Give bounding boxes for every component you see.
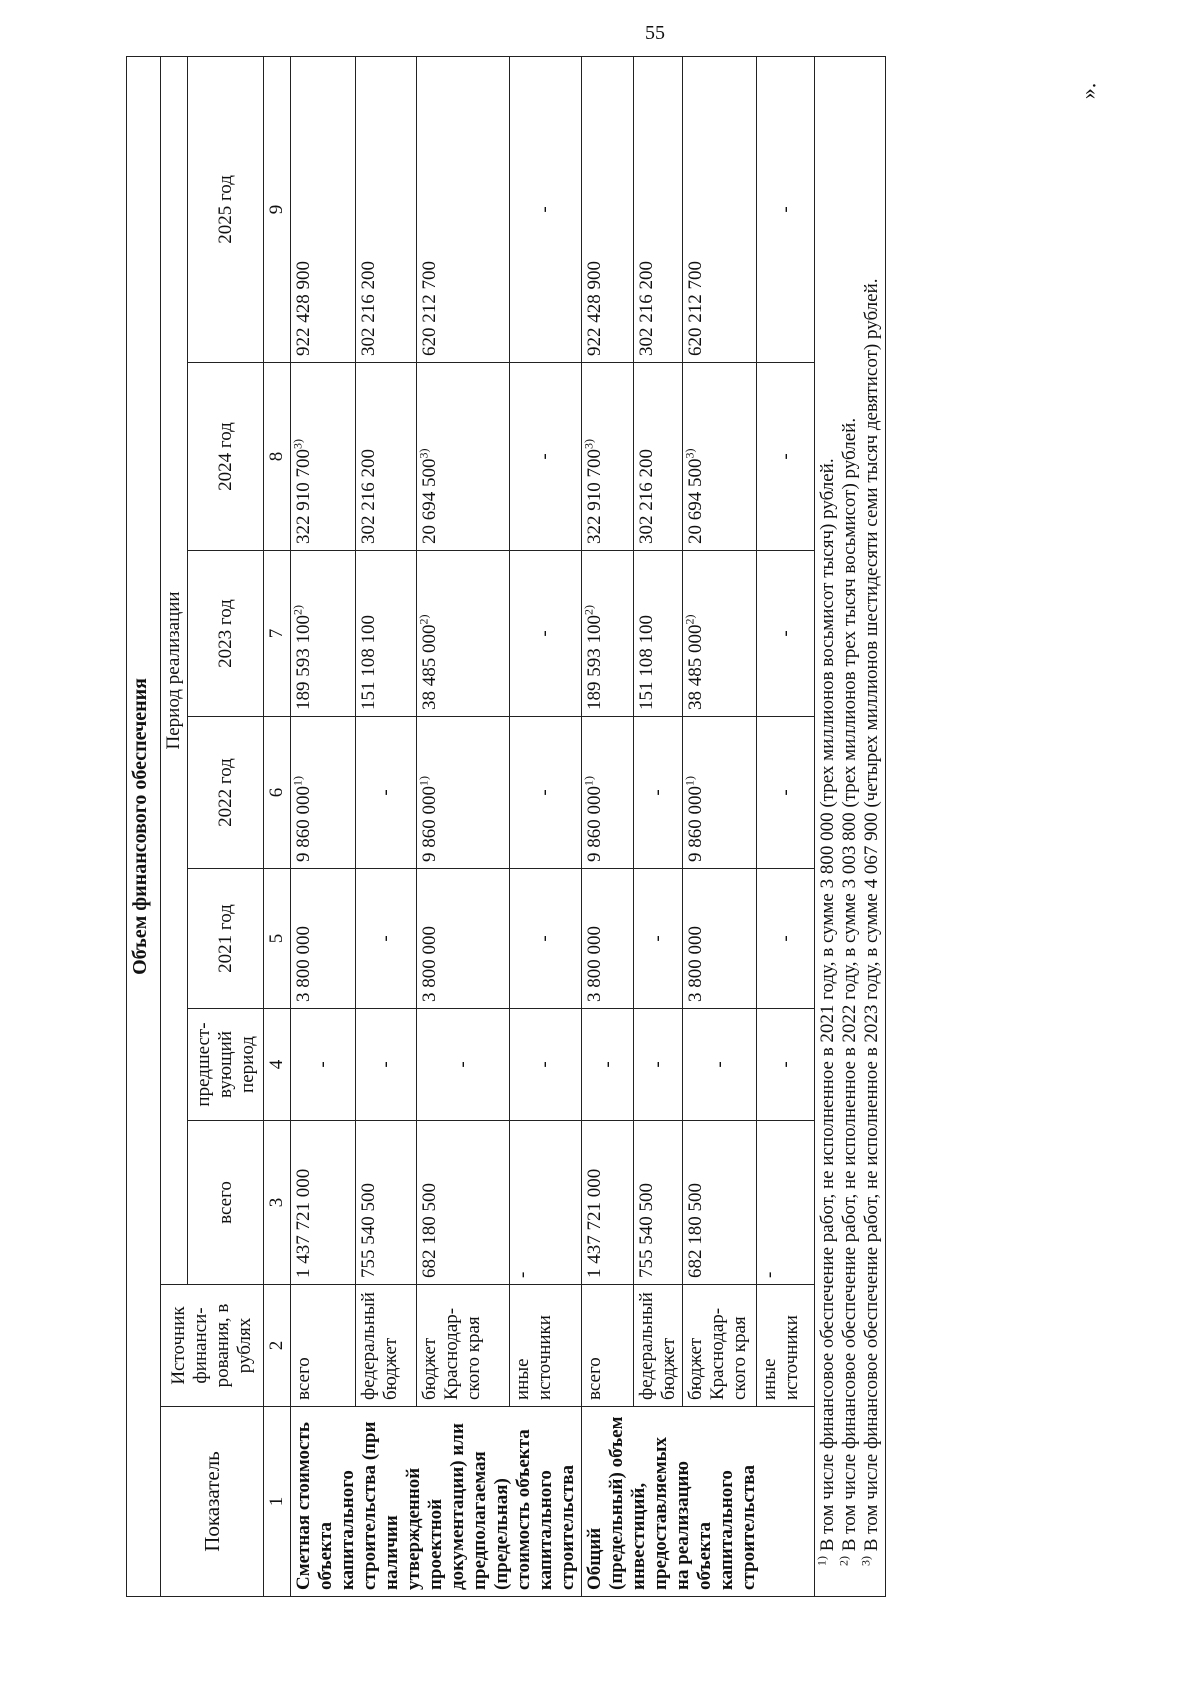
value-2024 [291, 363, 356, 551]
header-2024: 2024 год [188, 363, 264, 551]
header-period: Период реализации [161, 56, 188, 1284]
value-text: - [375, 935, 397, 942]
table-row [509, 56, 581, 1596]
page-number: 55 [645, 22, 665, 44]
value-2022 [634, 717, 683, 869]
value-text: 302 216 200 [357, 449, 379, 544]
value-text: - [534, 453, 556, 460]
header-source: Источник финанси- рования, в рублях [161, 1285, 264, 1407]
value-2024 [417, 363, 509, 551]
total-cell: 1 437 721 000 [291, 1121, 356, 1285]
value-2021 [582, 869, 634, 1009]
previous-period-cell: - [634, 1009, 683, 1121]
value-2024 [355, 363, 416, 551]
source-cell: бюджет Краснодар- ского края [683, 1285, 757, 1407]
value-text: 151 108 100 [357, 615, 379, 710]
value-2023 [683, 551, 757, 717]
table-title: Объем финансового обеспечения [127, 56, 161, 1596]
header-indicator: Показатель [161, 1407, 264, 1597]
source-cell: бюджет Краснодар- ского края [417, 1285, 509, 1407]
total-cell: 682 180 500 [417, 1121, 509, 1285]
previous-period-cell: - [417, 1009, 509, 1121]
value-2023 [417, 551, 509, 717]
value-text: 302 216 200 [636, 449, 657, 544]
footnote [858, 63, 883, 1590]
value-text: 38 485 000 [685, 624, 706, 710]
value-2025 [634, 56, 683, 362]
value-text: 3 800 000 [293, 926, 314, 1002]
previous-period-cell: - [683, 1009, 757, 1121]
footnote-text: В том числе финансовое обеспечение работ, не исполненное в 2023 году, в сумме 4 067 900 (четырех миллионов шестидесяти семи тысяч девятисот) рублей. [861, 278, 882, 1552]
column-number: 7 [264, 551, 291, 717]
value-text: 151 108 100 [636, 615, 657, 710]
value-text: 38 485 000 [419, 624, 441, 710]
value-2021 [509, 869, 581, 1009]
column-number: 4 [264, 1009, 291, 1121]
footnote-mark: 1) [814, 1556, 829, 1566]
value-2021 [291, 869, 356, 1009]
table-row [291, 56, 356, 1596]
value-text: 20 694 500 [419, 458, 441, 544]
header-2025: 2025 год [188, 56, 264, 362]
source-cell: федеральный бюджет [355, 1285, 416, 1407]
value-text: - [534, 935, 556, 942]
value-text: 189 593 100 [584, 615, 605, 710]
source-cell: иные источники [509, 1285, 581, 1407]
previous-period-cell: - [582, 1009, 634, 1121]
value-text: 620 212 700 [419, 261, 441, 356]
header-total: всего [188, 1121, 264, 1285]
value-2025 [291, 56, 356, 362]
value-text: - [647, 789, 668, 796]
value-2025 [582, 56, 634, 362]
previous-period-cell: - [509, 1009, 581, 1121]
value-text: - [774, 453, 796, 460]
column-number: 1 [264, 1407, 291, 1597]
table-row [683, 56, 757, 1596]
column-number: 9 [264, 56, 291, 362]
value-2022 [291, 717, 356, 869]
value-2024 [582, 363, 634, 551]
value-2024 [757, 363, 815, 551]
closing-quote-mark: ». [1075, 82, 1101, 100]
value-text: - [774, 789, 796, 796]
total-cell: 755 540 500 [634, 1121, 683, 1285]
value-2023 [291, 551, 356, 717]
value-2025 [509, 56, 581, 362]
value-2021 [634, 869, 683, 1009]
source-cell: всего [291, 1285, 356, 1407]
column-number: 5 [264, 869, 291, 1009]
value-text: 3 800 000 [685, 926, 706, 1002]
value-text: 620 212 700 [685, 261, 706, 356]
footnote-ref: 1) [290, 776, 305, 786]
previous-period-cell: - [291, 1009, 356, 1121]
footnote-ref: 3) [581, 439, 596, 449]
value-2025 [683, 56, 757, 362]
footnote-ref: 3) [290, 439, 305, 449]
value-2022 [355, 717, 416, 869]
rotated-table-block [126, 57, 1061, 1597]
value-text: - [774, 935, 796, 942]
footnote [836, 63, 861, 1590]
footnote-mark: 2) [836, 1556, 851, 1566]
column-number: 8 [264, 363, 291, 551]
value-2025 [355, 56, 416, 362]
footnote-mark: 3) [858, 1556, 873, 1566]
value-2022 [757, 717, 815, 869]
value-2022 [683, 717, 757, 869]
value-text: 9 860 000 [293, 786, 314, 862]
column-number: 6 [264, 717, 291, 869]
indicator-cell: Общий (предельный) объем инвестиций, предоставляемых на реализацию объекта капитального строительства [582, 1407, 815, 1597]
footnotes-cell [815, 56, 886, 1596]
source-cell: федеральный бюджет [634, 1285, 683, 1407]
indicator-cell: Сметная стоимость объекта капитального строительства (при наличии утвержденной проектной документации) или предполагаемая (предельная) стоимость объекта капитального строительства [291, 1407, 582, 1597]
total-cell: 1 437 721 000 [582, 1121, 634, 1285]
value-text: 322 910 700 [584, 449, 605, 544]
financing-table [126, 56, 886, 1597]
value-text: 9 860 000 [685, 786, 706, 862]
footnote-ref: 1) [581, 776, 596, 786]
value-2021 [355, 869, 416, 1009]
total-cell: 755 540 500 [355, 1121, 416, 1285]
value-text: 922 428 900 [584, 261, 605, 356]
source-cell: всего [582, 1285, 634, 1407]
value-text: - [774, 206, 796, 213]
footnote-ref: 1) [416, 776, 431, 786]
total-cell: 682 180 500 [683, 1121, 757, 1285]
value-text: 3 800 000 [419, 926, 441, 1002]
header-previous-period: предшест- вующий период [188, 1009, 264, 1121]
value-2021 [683, 869, 757, 1009]
value-2022 [509, 717, 581, 869]
footnote-text: В том числе финансовое обеспечение работ, не исполненное в 2022 году, в сумме 3 003 800 (трех миллионов трех тысяч восьмисот) рублей. [839, 417, 860, 1552]
value-text: - [534, 206, 556, 213]
table-row [582, 56, 634, 1596]
value-text: 922 428 900 [293, 261, 314, 356]
previous-period-cell: - [355, 1009, 416, 1121]
table-row [355, 56, 416, 1596]
value-text: - [534, 789, 556, 796]
total-cell: - [509, 1121, 581, 1285]
value-text: 3 800 000 [584, 926, 605, 1002]
header-2023: 2023 год [188, 551, 264, 717]
total-cell: - [757, 1121, 815, 1285]
header-2022: 2022 год [188, 717, 264, 869]
value-2023 [509, 551, 581, 717]
column-number: 2 [264, 1285, 291, 1407]
value-text: 189 593 100 [293, 615, 314, 710]
value-2021 [417, 869, 509, 1009]
footnote-ref: 3) [682, 448, 697, 459]
table-row [417, 56, 509, 1596]
value-2023 [582, 551, 634, 717]
value-2021 [757, 869, 815, 1009]
value-text: - [774, 630, 796, 637]
value-text: 9 860 000 [419, 786, 441, 862]
footnote-ref: 3) [416, 448, 431, 459]
value-text: 9 860 000 [584, 786, 605, 862]
footnote-ref: 2) [581, 605, 596, 615]
value-2025 [757, 56, 815, 362]
footnote [814, 63, 839, 1590]
footnote-text: В том числе финансовое обеспечение работ, не исполненное в 2021 году, в сумме 3 800 000 (трех миллионов восьмисот тысяч) рублей. [817, 458, 838, 1552]
table-row [757, 56, 815, 1596]
value-text: - [375, 789, 397, 796]
value-2024 [634, 363, 683, 551]
value-2023 [757, 551, 815, 717]
source-cell: иные источники [757, 1285, 815, 1407]
footnote-ref: 2) [290, 605, 305, 615]
value-text: 322 910 700 [293, 449, 314, 544]
footnote-ref: 2) [416, 614, 431, 625]
header-2021: 2021 год [188, 869, 264, 1009]
value-text: - [534, 630, 556, 637]
footnote-ref: 1) [682, 776, 697, 786]
column-number: 3 [264, 1121, 291, 1285]
value-2022 [417, 717, 509, 869]
value-2025 [417, 56, 509, 362]
table-row [634, 56, 683, 1596]
value-text: 302 216 200 [636, 261, 657, 356]
value-text: 20 694 500 [685, 458, 706, 544]
value-text: 302 216 200 [357, 261, 379, 356]
previous-period-cell: - [757, 1009, 815, 1121]
value-2024 [509, 363, 581, 551]
value-2023 [634, 551, 683, 717]
value-text: - [647, 935, 668, 942]
value-2024 [683, 363, 757, 551]
footnote-ref: 2) [682, 614, 697, 625]
value-2022 [582, 717, 634, 869]
value-2023 [355, 551, 416, 717]
